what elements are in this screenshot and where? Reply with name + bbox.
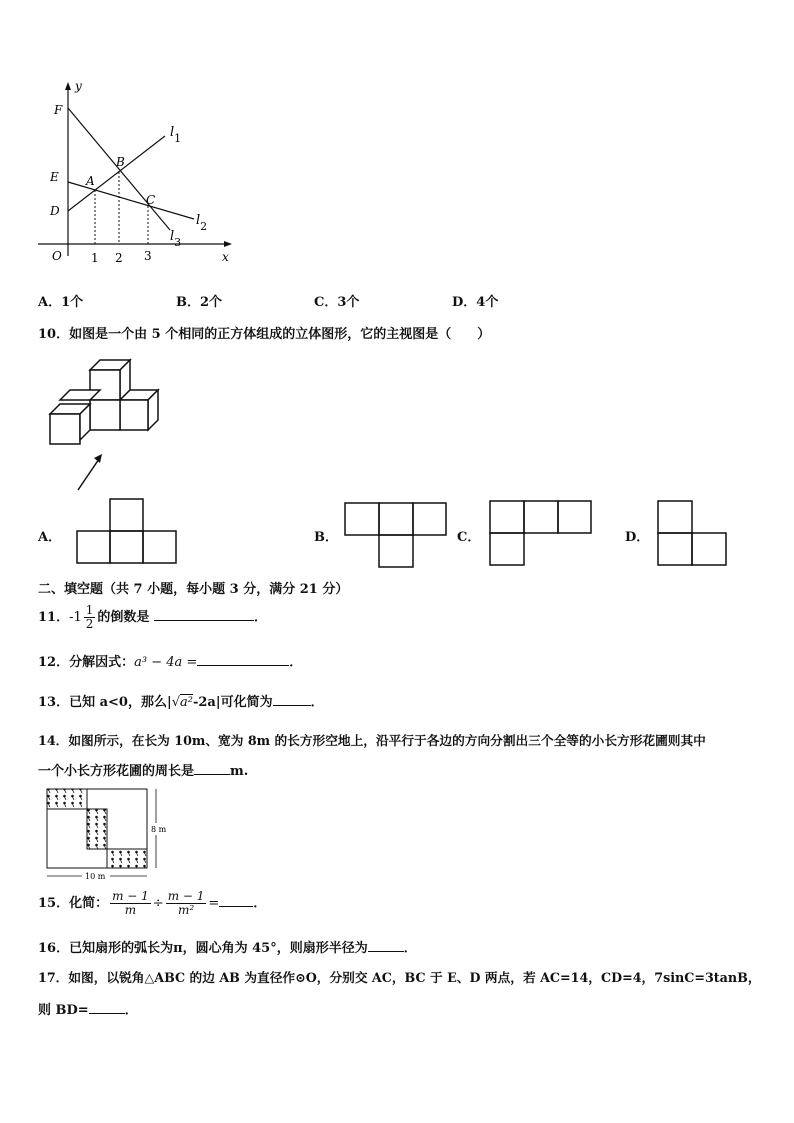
q10-option-b-label: B． [314, 530, 338, 545]
q14-answer-blank[interactable] [194, 762, 230, 775]
point-e: E [50, 170, 59, 184]
label-l2: $l_2$ [196, 213, 208, 233]
point-a: A [86, 174, 95, 188]
q10-option-c-figure [489, 500, 593, 566]
point-f: F [54, 103, 63, 117]
q9-option-d: D．4个 [452, 295, 499, 310]
flower-bed-2 [87, 809, 107, 849]
q12-answer-blank[interactable] [197, 653, 289, 666]
width-label: 10 m [85, 872, 106, 881]
label-l3: $l_3$ [170, 229, 182, 249]
q14-garden-figure [38, 787, 174, 881]
q14-line-1: 14．如图所示，在长为 10m、宽为 8m 的长方形空地上，沿平行于各边的方向分割出三个全等的小长方形花圃则其中 [38, 733, 706, 748]
q9-option-b: B．2个 [176, 295, 223, 310]
q10-solid-figure [44, 354, 164, 494]
flower-bed-1 [47, 789, 87, 809]
flower-bed-3 [107, 849, 147, 868]
q17-line-1: 17．如图，以锐角△ABC 的边 AB 为直径作⊙O，分别交 AC，BC 于 E、D 两点，若 AC=14，CD=4，7sinC=3tanB， [38, 970, 761, 985]
q9-graph [30, 78, 240, 268]
q11: 11．-1 $\frac{1}{2}$ 的倒数是 ． [38, 603, 267, 631]
q10-text: 10．如图是一个由 5 个相同的正方体组成的立体图形，它的主视图是（ ） [38, 327, 491, 342]
q9-option-c: C．3个 [314, 295, 360, 310]
q10-option-d-label: D． [625, 530, 650, 545]
q15-answer-blank[interactable] [219, 894, 253, 907]
x-label: x [222, 250, 229, 264]
label-l1: $l_1$ [170, 125, 182, 145]
point-c: C [146, 193, 156, 207]
origin-label: O [52, 249, 62, 263]
tick-2: 2 [115, 251, 123, 265]
q10-option-b-figure [344, 502, 448, 568]
height-label: 8 m [151, 825, 167, 834]
q15: 15．化简： $\frac{m - 1}{m}$ ÷ $\frac{m - 1}{\text{m²}}$ = ． [38, 889, 267, 917]
q14-line-2: 一个小长方形花圃的周长是 m. [38, 764, 249, 779]
q13: 13．已知 a<0，那么|√a²-2a|可化简为 ． [38, 695, 324, 710]
q10-option-a-label: A． [38, 530, 62, 545]
point-b: B [116, 155, 125, 169]
section-2-title: 二、填空题（共 7 小题，每小题 3 分，满分 21 分） [38, 582, 349, 597]
q9-option-a: A．1个 [38, 295, 84, 310]
y-label: y [75, 79, 82, 93]
x-axis-arrow [224, 241, 232, 247]
q11-answer-blank[interactable] [154, 608, 254, 621]
q10-option-c-label: C． [457, 530, 481, 545]
tick-3: 3 [144, 249, 152, 263]
q16-answer-blank[interactable] [368, 939, 404, 952]
q10-option-d-figure [656, 499, 728, 567]
q16: 16．已知扇形的弧长为π，圆心角为 45°，则扇形半径为 ． [38, 941, 417, 956]
q17-line-2: 则 BD= ． [38, 1003, 138, 1018]
point-d: D [50, 204, 60, 218]
tick-1: 1 [91, 251, 99, 265]
y-axis-arrow [65, 82, 71, 90]
q12: 12．分解因式：a³ − 4a = ． [38, 655, 303, 670]
line-l3 [68, 108, 170, 230]
q13-answer-blank[interactable] [273, 693, 311, 706]
q10-option-a-figure [76, 497, 180, 565]
q17-answer-blank[interactable] [89, 1001, 125, 1014]
